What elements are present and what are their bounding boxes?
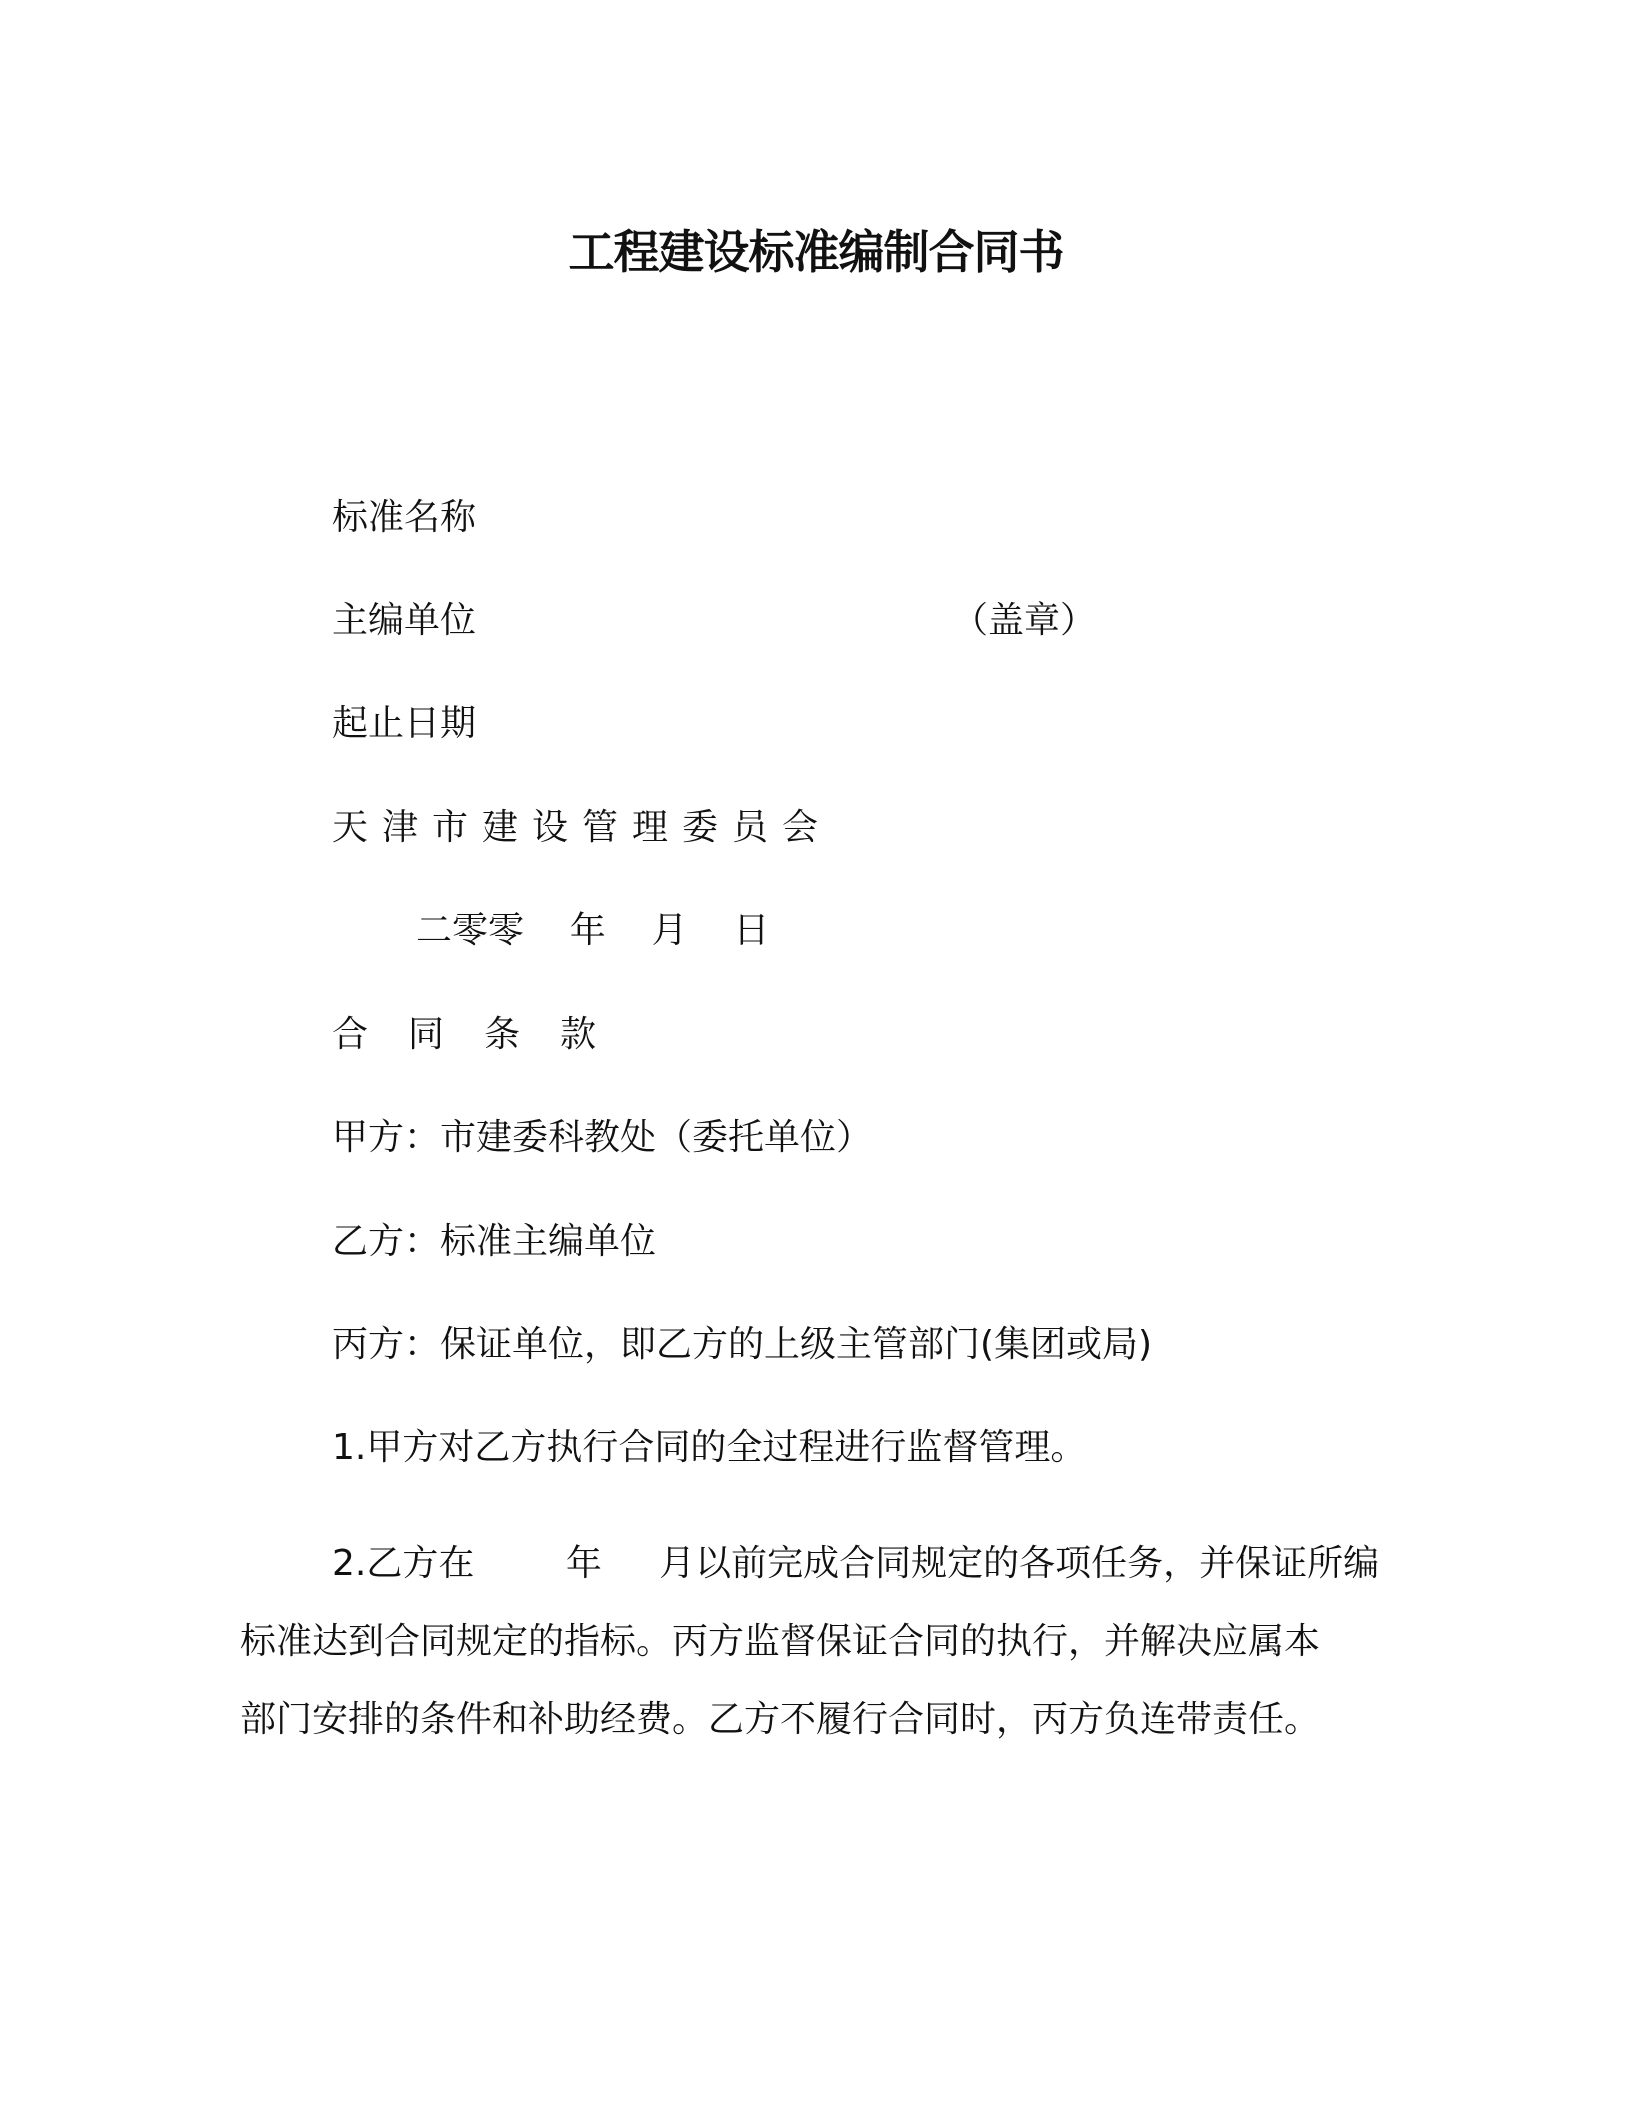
party-a: 甲方：市建委科教处（委托单位）	[332, 1117, 873, 1158]
terms-heading: 合同条款	[332, 1014, 637, 1055]
clause-2-line-1: 2.乙方在 年 月以前完成合同规定的各项任务，并保证所编	[332, 1543, 1380, 1584]
date-range-label: 起止日期	[332, 703, 477, 744]
party-b: 乙方：标准主编单位	[332, 1221, 657, 1262]
clause-2-line-2: 标准达到合同规定的指标。丙方监督保证合同的执行，并解决应属本	[240, 1621, 1321, 1662]
clause-1: 1.甲方对乙方执行合同的全过程进行监督管理。	[332, 1427, 1087, 1468]
editor-unit-label: 主编单位	[332, 600, 477, 641]
clause-2	[240, 1525, 1390, 1759]
party-c: 丙方：保证单位，即乙方的上级主管部门(集团或局)	[332, 1324, 1153, 1365]
clause-2-line-3: 部门安排的条件和补助经费。乙方不履行合同时，丙方负连带责任。	[240, 1699, 1321, 1740]
seal-note: （盖章）	[952, 600, 1097, 641]
standard-name-label: 标准名称	[332, 497, 477, 538]
date-line: 二零零 年 月 日	[416, 910, 770, 951]
committee-name: 天津市建设管理委员会	[332, 807, 833, 848]
document-title: 工程建设标准编制合同书	[568, 225, 1064, 279]
